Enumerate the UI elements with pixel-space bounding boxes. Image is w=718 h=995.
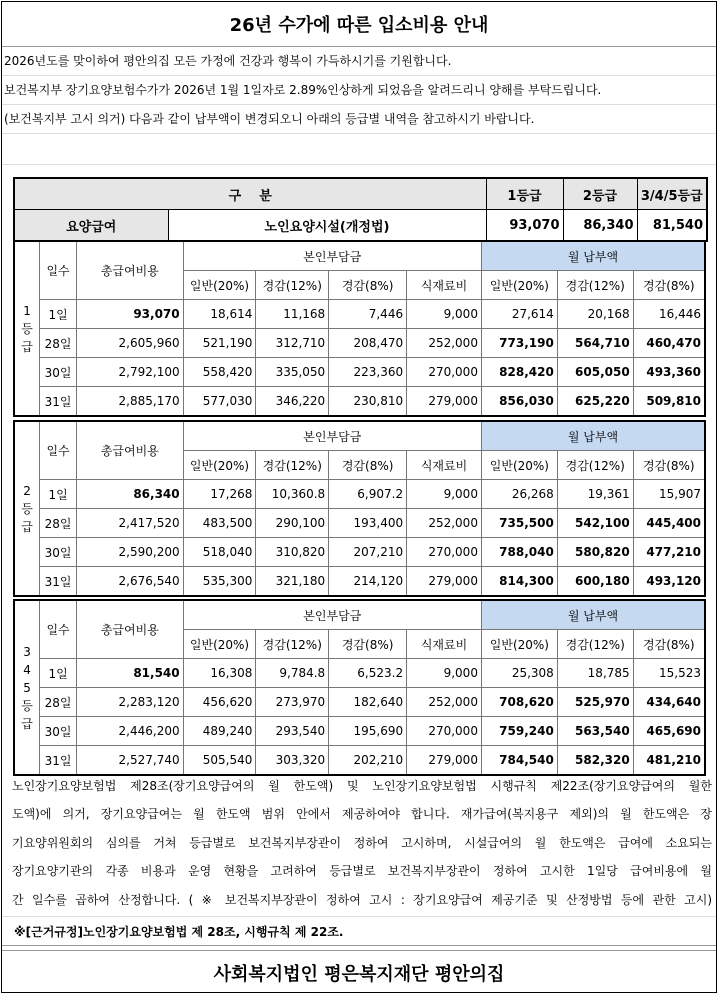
cell-self-reduced8: 7,446 (329, 300, 407, 329)
cell-monthly-reduced12: 625,220 (557, 387, 633, 417)
cell-self-general: 577,030 (183, 387, 256, 417)
grade-label-char: 급 (21, 519, 33, 534)
grade-345-label: 3/4/5등급 (637, 178, 707, 210)
cell-days: 1일 (40, 300, 77, 329)
table-row (14, 717, 705, 746)
grade-2-value: 86,340 (563, 210, 637, 242)
cell-monthly-reduced8: 477,210 (633, 538, 705, 567)
cell-self-general: 16,308 (183, 659, 256, 688)
cell-days: 30일 (40, 358, 77, 387)
cell-self-reduced8: 214,120 (329, 567, 407, 597)
self-pay-header: 본인부담금 (183, 600, 481, 630)
subheader-reduced12: 경감(12%) (256, 630, 329, 659)
days-header: 일수 (40, 241, 77, 300)
table-row (14, 746, 705, 776)
cell-monthly-reduced12: 19,361 (557, 480, 633, 509)
header-row (14, 241, 705, 271)
cell-total: 2,885,170 (77, 387, 184, 417)
notes-paragraph (2, 772, 716, 914)
cell-self-reduced12: 335,050 (256, 358, 329, 387)
cell-self-reduced12: 10,360.8 (256, 480, 329, 509)
subheader-reduced8: 경감(8%) (329, 271, 407, 300)
cell-monthly-reduced12: 605,050 (557, 358, 633, 387)
cell-days: 28일 (40, 509, 77, 538)
table-row (14, 300, 705, 329)
cell-monthly-reduced8: 493,120 (633, 567, 705, 597)
document-page (1, 1, 717, 993)
cell-monthly-general: 773,190 (481, 329, 557, 358)
cell-total: 2,676,540 (77, 567, 184, 597)
header-row (14, 421, 705, 451)
cell-self-general: 518,040 (183, 538, 256, 567)
cell-self-reduced12: 303,320 (256, 746, 329, 776)
cell-monthly-reduced12: 563,540 (557, 717, 633, 746)
cell-monthly-reduced12: 542,100 (557, 509, 633, 538)
intro-section (2, 47, 716, 134)
grade-label-char: 3 (23, 644, 31, 659)
cell-meal: 270,000 (407, 538, 482, 567)
cell-self-reduced8: 193,400 (329, 509, 407, 538)
cell-meal: 270,000 (407, 358, 482, 387)
header-row (14, 600, 705, 630)
cell-total: 81,540 (77, 659, 184, 688)
cell-monthly-reduced8: 493,360 (633, 358, 705, 387)
cell-total: 86,340 (77, 480, 184, 509)
cell-total: 2,446,200 (77, 717, 184, 746)
cell-monthly-general: 708,620 (481, 688, 557, 717)
cell-monthly-reduced8: 16,446 (633, 300, 705, 329)
document-title: 26년 수가에 따른 입소비용 안내 (2, 2, 716, 47)
subheader-general: 일반(20%) (183, 630, 256, 659)
cell-self-general: 521,190 (183, 329, 256, 358)
cell-meal: 9,000 (407, 659, 482, 688)
cell-self-reduced8: 208,470 (329, 329, 407, 358)
cell-days: 1일 (40, 480, 77, 509)
subheader-meal: 식재료비 (407, 451, 482, 480)
cell-total: 93,070 (77, 300, 184, 329)
cell-days: 30일 (40, 538, 77, 567)
cell-total: 2,590,200 (77, 538, 184, 567)
subheader-general: 일반(20%) (183, 271, 256, 300)
cell-days: 28일 (40, 688, 77, 717)
footer-organization: 사회복지법인 평은복지재단 평안의집 (2, 950, 716, 995)
cell-monthly-reduced8: 445,400 (633, 509, 705, 538)
cell-days: 1일 (40, 659, 77, 688)
cell-meal: 279,000 (407, 567, 482, 597)
grade-label-char: 1 (23, 303, 31, 318)
cell-self-reduced8: 207,210 (329, 538, 407, 567)
grade-label (14, 600, 40, 775)
blank-row (2, 134, 716, 165)
cell-self-reduced12: 11,168 (256, 300, 329, 329)
cell-self-reduced8: 230,810 (329, 387, 407, 417)
grade-label-char: 등 (21, 501, 33, 516)
self-pay-header: 본인부담금 (183, 421, 481, 451)
subheader-reduced8: 경감(8%) (329, 630, 407, 659)
grade-label (14, 241, 40, 416)
cell-monthly-reduced8: 509,810 (633, 387, 705, 417)
monthly-header: 월 납부액 (481, 600, 705, 630)
cell-days: 30일 (40, 717, 77, 746)
cell-self-reduced8: 195,690 (329, 717, 407, 746)
table-row (14, 329, 705, 358)
total-header: 총급여비용 (77, 421, 184, 480)
grade-2-label: 2등급 (563, 178, 637, 210)
cell-total: 2,605,960 (77, 329, 184, 358)
subheader-reduced8: 경감(8%) (633, 451, 705, 480)
table-row (14, 480, 705, 509)
cell-self-reduced12: 9,784.8 (256, 659, 329, 688)
cell-total: 2,792,100 (77, 358, 184, 387)
grade-1-value: 93,070 (486, 210, 563, 242)
legal-basis: ※[근거규정]노인장기요양보험법 제 28조, 시행규칙 제 22조. (2, 916, 716, 946)
cell-self-reduced12: 293,540 (256, 717, 329, 746)
cell-self-reduced8: 182,640 (329, 688, 407, 717)
table-row (14, 358, 705, 387)
grade-table (13, 240, 706, 417)
cell-monthly-reduced12: 582,320 (557, 746, 633, 776)
cell-self-reduced12: 290,100 (256, 509, 329, 538)
cell-monthly-reduced8: 15,907 (633, 480, 705, 509)
cell-monthly-general: 788,040 (481, 538, 557, 567)
notes-line: 기요양위원회의 심의를 거쳐 등급별로 보건복지부장관이 정하여 고시하며, 시설급여의 월 한도액은 급여에 소요되는 (12, 835, 712, 850)
intro-line: 보건복지부 장기요양보험수가가 2026년 1월 1일자로 2.89%인상하게 되었음을 알려드리니 양해를 부탁드립니다. (2, 76, 716, 105)
cell-days: 31일 (40, 567, 77, 597)
cell-self-reduced12: 310,820 (256, 538, 329, 567)
grade-label-char: 급 (21, 339, 33, 354)
cell-monthly-reduced12: 20,168 (557, 300, 633, 329)
cell-monthly-reduced8: 465,690 (633, 717, 705, 746)
cell-self-general: 483,500 (183, 509, 256, 538)
intro-line: (보건복지부 고시 의거) 다음과 같이 납부액이 변경되오니 아래의 등급별 내역을 참고하시기 바랍니다. (2, 105, 716, 134)
cell-total: 2,527,740 (77, 746, 184, 776)
cell-self-reduced8: 6,907.2 (329, 480, 407, 509)
cell-monthly-reduced12: 18,785 (557, 659, 633, 688)
grade-345-value: 81,540 (637, 210, 707, 242)
cell-meal: 9,000 (407, 300, 482, 329)
cell-meal: 252,000 (407, 688, 482, 717)
days-header: 일수 (40, 600, 77, 659)
subheader-reduced8: 경감(8%) (633, 630, 705, 659)
grade-table (13, 599, 706, 776)
notes-section (2, 772, 716, 914)
facility-type: 노인요양시설(개정법) (168, 210, 486, 242)
cell-monthly-reduced8: 434,640 (633, 688, 705, 717)
grade-label-char: 4 (23, 662, 31, 677)
cell-self-general: 456,620 (183, 688, 256, 717)
total-header: 총급여비용 (77, 241, 184, 300)
cell-monthly-reduced12: 525,970 (557, 688, 633, 717)
self-pay-header: 본인부담금 (183, 241, 481, 271)
grade-label-char: 등 (21, 698, 33, 713)
cell-meal: 279,000 (407, 387, 482, 417)
subheader-meal: 식재료비 (407, 271, 482, 300)
table-row (14, 567, 705, 597)
cell-self-reduced8: 202,210 (329, 746, 407, 776)
notes-line: 간 일수를 곱하여 산정합니다. ( ※ 보건복지부장관이 정하여 고시 : 장기요양급여 제공기준 및 산정방법 등에 관한 고시) (12, 892, 712, 907)
grade-label-char: 등 (21, 321, 33, 336)
cell-total: 2,417,520 (77, 509, 184, 538)
subheader-general: 일반(20%) (481, 630, 557, 659)
table-row (14, 659, 705, 688)
cell-monthly-general: 759,240 (481, 717, 557, 746)
notes-line: 노인장기요양보험법 제28조(장기요양급여의 월 한도액) 및 노인장기요양보험법 시행규칙 제22조(장기요양급여의 월한 (12, 779, 712, 793)
subheader-reduced12: 경감(12%) (557, 451, 633, 480)
cell-monthly-general: 25,308 (481, 659, 557, 688)
notes-line: 도액)에 의거, 장기요양급여는 월 한도액 범위 안에서 제공하여야 합니다. 재가급여(복지용구 제외)의 월 한도액은 장 (12, 807, 712, 822)
cell-meal: 279,000 (407, 746, 482, 776)
summary-table (13, 177, 708, 242)
cell-monthly-general: 26,268 (481, 480, 557, 509)
monthly-header: 월 납부액 (481, 421, 705, 451)
cell-self-general: 558,420 (183, 358, 256, 387)
subheader-reduced12: 경감(12%) (557, 271, 633, 300)
notes-line: 장기요양기관의 각종 비용과 운영 현황을 고려하여 등급별로 보건복지부장관이 정하여 고시한 1일당 급여비용에 월 (12, 864, 712, 879)
cell-monthly-general: 27,614 (481, 300, 557, 329)
cell-monthly-general: 828,420 (481, 358, 557, 387)
table-row (14, 688, 705, 717)
summary-value-row (14, 210, 707, 242)
subheader-general: 일반(20%) (481, 451, 557, 480)
cell-meal: 270,000 (407, 717, 482, 746)
table-row (14, 387, 705, 417)
subheader-general: 일반(20%) (481, 271, 557, 300)
grade-1-label: 1등급 (486, 178, 563, 210)
cell-self-reduced12: 321,180 (256, 567, 329, 597)
cell-days: 31일 (40, 746, 77, 776)
days-header: 일수 (40, 421, 77, 480)
cell-days: 28일 (40, 329, 77, 358)
cell-meal: 252,000 (407, 509, 482, 538)
summary-header-row (14, 178, 707, 210)
subheader-general: 일반(20%) (183, 451, 256, 480)
summary-header-label: 구 분 (14, 178, 486, 210)
cell-monthly-general: 735,500 (481, 509, 557, 538)
cell-monthly-reduced8: 15,523 (633, 659, 705, 688)
cell-monthly-reduced8: 481,210 (633, 746, 705, 776)
grade-label-char: 급 (21, 716, 33, 731)
cell-self-general: 535,300 (183, 567, 256, 597)
cell-monthly-reduced12: 600,180 (557, 567, 633, 597)
subheader-reduced12: 경감(12%) (256, 451, 329, 480)
cell-self-reduced8: 6,523.2 (329, 659, 407, 688)
cell-monthly-general: 784,540 (481, 746, 557, 776)
grade-label (14, 421, 40, 596)
cell-self-reduced8: 223,360 (329, 358, 407, 387)
cell-self-reduced12: 346,220 (256, 387, 329, 417)
row-label: 요양급여 (14, 210, 168, 242)
cell-monthly-reduced8: 460,470 (633, 329, 705, 358)
table-row (14, 538, 705, 567)
cell-monthly-reduced12: 580,820 (557, 538, 633, 567)
cell-self-general: 18,614 (183, 300, 256, 329)
cell-self-general: 505,540 (183, 746, 256, 776)
subheader-reduced8: 경감(8%) (329, 451, 407, 480)
subheader-reduced12: 경감(12%) (557, 630, 633, 659)
grade-label-char: 5 (23, 680, 31, 695)
grade-table (13, 420, 706, 597)
cell-monthly-general: 856,030 (481, 387, 557, 417)
cell-self-reduced12: 273,970 (256, 688, 329, 717)
cell-monthly-general: 814,300 (481, 567, 557, 597)
monthly-header: 월 납부액 (481, 241, 705, 271)
cell-days: 31일 (40, 387, 77, 417)
cell-self-general: 489,240 (183, 717, 256, 746)
table-row (14, 509, 705, 538)
cell-monthly-reduced12: 564,710 (557, 329, 633, 358)
cell-total: 2,283,120 (77, 688, 184, 717)
subheader-meal: 식재료비 (407, 630, 482, 659)
cell-meal: 252,000 (407, 329, 482, 358)
cell-self-reduced12: 312,710 (256, 329, 329, 358)
subheader-reduced12: 경감(12%) (256, 271, 329, 300)
subheader-reduced8: 경감(8%) (633, 271, 705, 300)
grade-label-char: 2 (23, 483, 31, 498)
cell-meal: 9,000 (407, 480, 482, 509)
intro-line: 2026년도를 맞이하여 평안의집 모든 가정에 건강과 행복이 가득하시기를 기원합니다. (2, 47, 716, 76)
total-header: 총급여비용 (77, 600, 184, 659)
cell-self-general: 17,268 (183, 480, 256, 509)
